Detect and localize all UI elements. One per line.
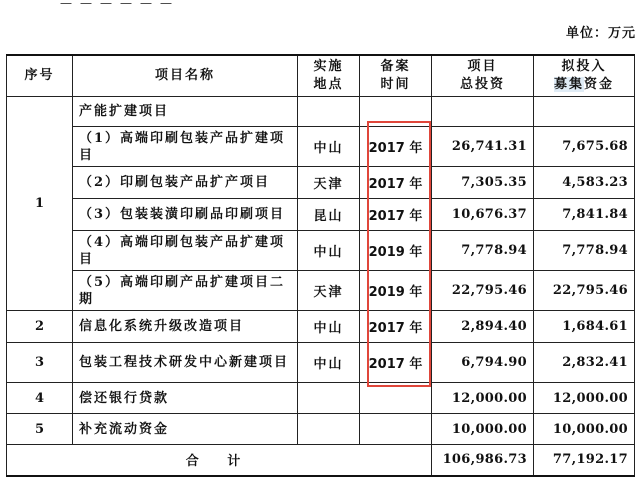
filing-year: 2017 年: [360, 311, 432, 343]
header-location: 实施 地点: [298, 55, 360, 97]
row-no: 4: [7, 383, 73, 414]
planned-raise: 4,583.23: [534, 167, 635, 199]
total-row: [7, 445, 635, 476]
planned-raise: 7,675.68: [534, 127, 635, 167]
cropped-heading-text: ——————: [60, 0, 180, 10]
table-row: [7, 199, 635, 231]
row-no: 1: [7, 97, 73, 311]
total-investment: 22,795.46: [432, 271, 534, 311]
table-row: [7, 343, 635, 383]
table-row: [7, 127, 635, 167]
table-row: [7, 414, 635, 445]
location: 昆山: [298, 199, 360, 231]
total-investment: 26,741.31: [432, 127, 534, 167]
project-name: （5）高端印刷产品扩建项目二期: [73, 271, 298, 311]
header-total-investment: 项目 总投资: [432, 55, 534, 97]
row-no: 5: [7, 414, 73, 445]
fundraising-projects-table: [6, 54, 635, 477]
location: 中山: [298, 343, 360, 383]
table-row: [7, 167, 635, 199]
total-investment: 12,000.00: [432, 383, 534, 414]
location: 中山: [298, 231, 360, 271]
project-name: 信息化系统升级改造项目: [73, 311, 298, 343]
filing-year: [360, 383, 432, 414]
project-name: （2）印刷包装产品扩产项目: [73, 167, 298, 199]
table-header-row: [7, 55, 635, 97]
planned-raise: 1,684.61: [534, 311, 635, 343]
group-title: 产能扩建项目: [73, 97, 298, 127]
grand-total-investment: 106,986.73: [432, 445, 534, 476]
filing-year: 2019 年: [360, 271, 432, 311]
project-name: （1）高端印刷包装产品扩建项目: [73, 127, 298, 167]
grand-total-raise: 77,192.17: [534, 445, 635, 476]
filing-year: 2017 年: [360, 167, 432, 199]
filing-year: 2017 年: [360, 199, 432, 231]
table-row: [7, 271, 635, 311]
header-filing-date: 备案 时间: [360, 55, 432, 97]
project-name: 包装工程技术研发中心新建项目: [73, 343, 298, 383]
total-investment: 7,305.35: [432, 167, 534, 199]
planned-raise: 7,778.94: [534, 231, 635, 271]
filing-year: 2017 年: [360, 127, 432, 167]
unit-label: 单位：万元: [565, 26, 636, 41]
total-label: 合 计: [7, 445, 432, 476]
location: [298, 414, 360, 445]
table-row: [7, 383, 635, 414]
planned-raise: 12,000.00: [534, 383, 635, 414]
filing-year: 2019 年: [360, 231, 432, 271]
table-row: [7, 231, 635, 271]
location: [298, 383, 360, 414]
project-name: （4）高端印刷包装产品扩建项目: [73, 231, 298, 271]
total-investment: 2,894.40: [432, 311, 534, 343]
row-no: 2: [7, 311, 73, 343]
project-name: 补充流动资金: [73, 414, 298, 445]
header-project-name: 项目名称: [73, 55, 298, 97]
project-name: （3）包装装潢印刷品印刷项目: [73, 199, 298, 231]
header-planned-raise: 拟投入 募集资金: [534, 55, 635, 97]
table-row: [7, 311, 635, 343]
filing-year: [360, 414, 432, 445]
header-no: 序号: [7, 55, 73, 97]
planned-raise: 7,841.84: [534, 199, 635, 231]
planned-raise: 2,832.41: [534, 343, 635, 383]
planned-raise: 10,000.00: [534, 414, 635, 445]
total-investment: 10,676.37: [432, 199, 534, 231]
location: 天津: [298, 271, 360, 311]
location: 中山: [298, 127, 360, 167]
planned-raise: 22,795.46: [534, 271, 635, 311]
total-investment: 6,794.90: [432, 343, 534, 383]
total-investment: 10,000.00: [432, 414, 534, 445]
location: 天津: [298, 167, 360, 199]
location: 中山: [298, 311, 360, 343]
row-no: 3: [7, 343, 73, 383]
project-name: 偿还银行贷款: [73, 383, 298, 414]
table-row: [7, 97, 635, 127]
total-investment: 7,778.94: [432, 231, 534, 271]
filing-year: 2017 年: [360, 343, 432, 383]
